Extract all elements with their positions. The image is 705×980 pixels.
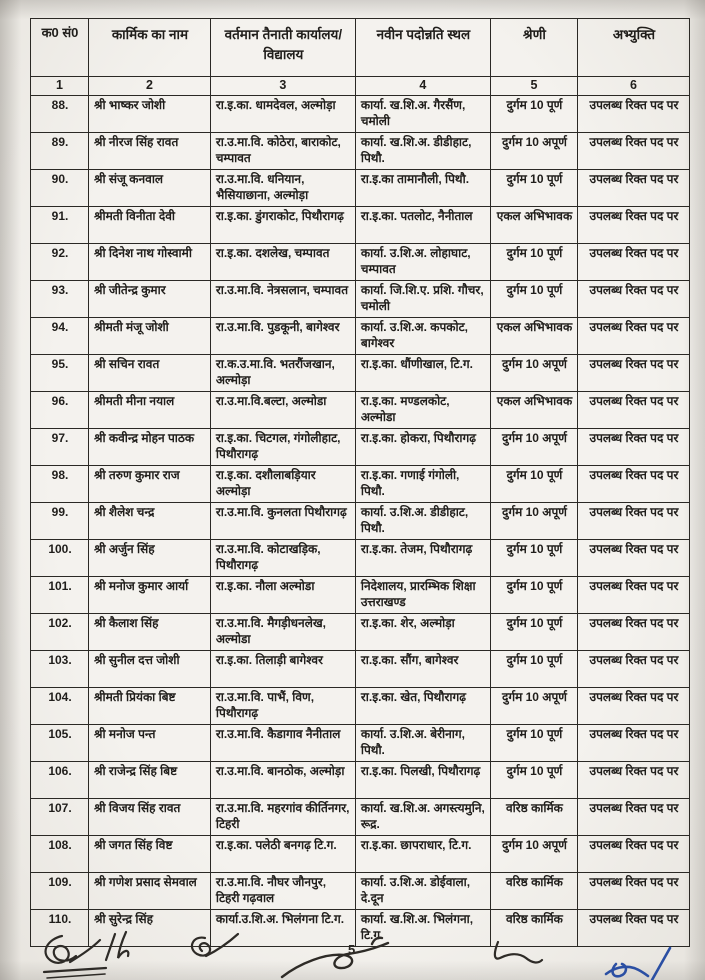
category: दुर्गम 10 पूर्ण (490, 466, 577, 503)
remark: उपलब्ध रिक्त पद पर (577, 503, 689, 540)
remark: उपलब्ध रिक्त पद पर (577, 207, 689, 244)
category: दुर्गम 10 पूर्ण (490, 244, 577, 281)
serial-number: 96. (31, 392, 89, 429)
column-index: 6 (577, 77, 689, 96)
serial-number: 107. (31, 799, 89, 836)
page-number: 5 (348, 942, 356, 957)
category: दुर्गम 10 अपूर्ण (490, 429, 577, 466)
column-index: 1 (31, 77, 89, 96)
employee-name: श्री भाष्कर जोशी (88, 96, 210, 133)
promotion-location: रा.इ.का. छापराधार, टि.ग. (355, 836, 490, 873)
table-row (31, 725, 690, 762)
remark: उपलब्ध रिक्त पद पर (577, 725, 689, 762)
employee-name: श्री कवीन्द्र मोहन पाठक (88, 429, 210, 466)
category: दुर्गम 10 पूर्ण (490, 762, 577, 799)
table-row (31, 836, 690, 873)
category: एकल अभिभावक (490, 207, 577, 244)
column-header: कार्मिक का नाम (88, 19, 210, 77)
table-row (31, 614, 690, 651)
serial-number: 98. (31, 466, 89, 503)
employee-name: श्री मनोज पन्त (88, 725, 210, 762)
current-posting: रा.उ.मा.वि. कुनलता पिथौरागढ़ (210, 503, 355, 540)
table-row (31, 873, 690, 910)
category: दुर्गम 10 अपूर्ण (490, 688, 577, 725)
serial-number: 88. (31, 96, 89, 133)
serial-number: 103. (31, 651, 89, 688)
current-posting: रा.इ.का. दशलेख, चम्पावत (210, 244, 355, 281)
employee-name: श्री नीरज सिंह रावत (88, 133, 210, 170)
serial-number: 105. (31, 725, 89, 762)
serial-number: 92. (31, 244, 89, 281)
remark: उपलब्ध रिक्त पद पर (577, 688, 689, 725)
table-row (31, 318, 690, 355)
remark: उपलब्ध रिक्त पद पर (577, 392, 689, 429)
promotion-location: रा.इ.का तामानौली, पिथौ. (355, 170, 490, 207)
promotion-location: रा.इ.का. मण्डलकोट, अल्मोडा (355, 392, 490, 429)
current-posting: रा.उ.मा.वि. पाभैं, विण, पिथौरागढ़ (210, 688, 355, 725)
category: दुर्गम 10 पूर्ण (490, 577, 577, 614)
promotion-location: कार्या. जि.शि.ए. प्रशि. गौचर, चमोली (355, 281, 490, 318)
promotion-location: रा.इ.का. तेजम, पिथौरागढ़ (355, 540, 490, 577)
employee-name: श्री अर्जुन सिंह (88, 540, 210, 577)
remark: उपलब्ध रिक्त पद पर (577, 651, 689, 688)
remark: उपलब्ध रिक्त पद पर (577, 281, 689, 318)
table-row (31, 96, 690, 133)
category: दुर्गम 10 पूर्ण (490, 725, 577, 762)
table-body (31, 96, 690, 947)
category: दुर्गम 10 पूर्ण (490, 96, 577, 133)
table-row (31, 577, 690, 614)
table-row (31, 503, 690, 540)
category: दुर्गम 10 पूर्ण (490, 281, 577, 318)
promotion-location: रा.इ.का. पिलखी, पिथौरागढ़ (355, 762, 490, 799)
category: दुर्गम 10 पूर्ण (490, 540, 577, 577)
current-posting: रा.इ.का. पलेठी बनगढ़ टि.ग. (210, 836, 355, 873)
column-header: वर्तमान तैनाती कार्यालय/ विद्यालय (210, 19, 355, 77)
employee-name: श्री सचिन रावत (88, 355, 210, 392)
column-header: नवीन पदोन्नति स्थल (355, 19, 490, 77)
column-index: 5 (490, 77, 577, 96)
employee-name: श्री जीतेन्द्र कुमार (88, 281, 210, 318)
remark: उपलब्ध रिक्त पद पर (577, 762, 689, 799)
remark: उपलब्ध रिक्त पद पर (577, 614, 689, 651)
table-row (31, 392, 690, 429)
current-posting: रा.क.उ.मा.वि. भतरौंजखान, अल्मोड़ा (210, 355, 355, 392)
table-row (31, 762, 690, 799)
promotion-location: रा.इ.का. गणाई गंगोली, पिथौ. (355, 466, 490, 503)
employee-name: श्री सुनील दत्त जोशी (88, 651, 210, 688)
employee-name: श्री तरुण कुमार राज (88, 466, 210, 503)
current-posting: रा.उ.मा.वि. नेत्रसलान, चम्पावत (210, 281, 355, 318)
current-posting: रा.उ.मा.वि. कैडागाव नैनीताल (210, 725, 355, 762)
promotion-location: कार्या. ख.शि.अ. डीडीहाट, पिथौ. (355, 133, 490, 170)
promotion-location: कार्या. ख.शि.अ. अगस्त्यमुनि, रूद्र. (355, 799, 490, 836)
table-row (31, 540, 690, 577)
promotion-location: कार्या. उ.शि.अ. लोहाघाट, चम्पावत (355, 244, 490, 281)
remark: उपलब्ध रिक्त पद पर (577, 96, 689, 133)
serial-number: 95. (31, 355, 89, 392)
employee-name: श्रीमती प्रियंका बिष्ट (88, 688, 210, 725)
employee-name: श्रीमती मीना नयाल (88, 392, 210, 429)
remark: उपलब्ध रिक्त पद पर (577, 577, 689, 614)
category: दुर्गम 10 पूर्ण (490, 651, 577, 688)
promotion-location: रा.इ.का. खेत, पिथौरागढ़ (355, 688, 490, 725)
remark: उपलब्ध रिक्त पद पर (577, 355, 689, 392)
category: एकल अभिभावक (490, 392, 577, 429)
column-index: 2 (88, 77, 210, 96)
promotion-location: रा.इ.का. धौंणीखाल, टि.ग. (355, 355, 490, 392)
current-posting: रा.इ.का. नौला अल्मोडा (210, 577, 355, 614)
table-row (31, 207, 690, 244)
current-posting: रा.उ.मा.वि. कोटाखड़िक, पिथौरागढ़ (210, 540, 355, 577)
promotion-location: कार्या. ख.शि.अ. गैरसैंण, चमोली (355, 96, 490, 133)
current-posting: रा.उ.मा.वि.बल्टा, अल्मोडा (210, 392, 355, 429)
serial-number: 99. (31, 503, 89, 540)
promotion-location: कार्या. उ.शि.अ. डोईवाला, दे.दून (355, 873, 490, 910)
category: दुर्गम 10 अपूर्ण (490, 503, 577, 540)
category: वरिष्ठ कार्मिक (490, 910, 577, 947)
table-row (31, 429, 690, 466)
column-index-row (31, 77, 690, 96)
current-posting: रा.इ.का. धामदेवल, अल्मोड़ा (210, 96, 355, 133)
promotion-location: रा.इ.का. होकरा, पिथौरागढ़ (355, 429, 490, 466)
serial-number: 110. (31, 910, 89, 947)
current-posting: रा.उ.मा.वि. महरगांव कीर्तिनगर, टिहरी (210, 799, 355, 836)
employee-name: श्री शैलेश चन्द्र (88, 503, 210, 540)
employee-name: श्री विजय सिंह रावत (88, 799, 210, 836)
category: दुर्गम 10 पूर्ण (490, 614, 577, 651)
current-posting: कार्या.उ.शि.अ. भिलंगना टि.ग. (210, 910, 355, 947)
header-row (31, 19, 690, 77)
current-posting: रा.इ.का. तिलाड़ी बागेश्वर (210, 651, 355, 688)
column-header: क0 सं0 (31, 19, 89, 77)
table-row (31, 281, 690, 318)
remark: उपलब्ध रिक्त पद पर (577, 873, 689, 910)
remark: उपलब्ध रिक्त पद पर (577, 910, 689, 947)
category: दुर्गम 10 अपूर्ण (490, 133, 577, 170)
serial-number: 94. (31, 318, 89, 355)
remark: उपलब्ध रिक्त पद पर (577, 133, 689, 170)
column-header: अभ्युक्ति (577, 19, 689, 77)
employee-name: श्रीमती विनीता देवी (88, 207, 210, 244)
table-row (31, 651, 690, 688)
serial-number: 104. (31, 688, 89, 725)
column-index: 4 (355, 77, 490, 96)
current-posting: रा.उ.मा.वि. पुडकूनी, बागेश्वर (210, 318, 355, 355)
employee-name: श्री राजेन्द्र सिंह बिष्ट (88, 762, 210, 799)
column-index: 3 (210, 77, 355, 96)
current-posting: रा.इ.का. दशौलाबड़ियार अल्मोड़ा (210, 466, 355, 503)
promotion-location: रा.इ.का. सौंग, बागेश्वर (355, 651, 490, 688)
category: दुर्गम 10 अपूर्ण (490, 355, 577, 392)
current-posting: रा.इ.का. डुंगराकोट, पिथौरागढ़ (210, 207, 355, 244)
promotion-location: कार्या. उ.शि.अ. डीडीहाट, पिथौ. (355, 503, 490, 540)
promotion-location: रा.इ.का. पतलोट, नैनीताल (355, 207, 490, 244)
table-row (31, 133, 690, 170)
serial-number: 102. (31, 614, 89, 651)
table-row (31, 799, 690, 836)
table-row (31, 170, 690, 207)
table-row (31, 688, 690, 725)
current-posting: रा.उ.मा.वि. बानठोक, अल्मोड़ा (210, 762, 355, 799)
remark: उपलब्ध रिक्त पद पर (577, 429, 689, 466)
serial-number: 106. (31, 762, 89, 799)
remark: उपलब्ध रिक्त पद पर (577, 540, 689, 577)
remark: उपलब्ध रिक्त पद पर (577, 466, 689, 503)
employee-name: श्री गणेश प्रसाद सेमवाल (88, 873, 210, 910)
remark: उपलब्ध रिक्त पद पर (577, 318, 689, 355)
serial-number: 101. (31, 577, 89, 614)
serial-number: 97. (31, 429, 89, 466)
current-posting: रा.उ.मा.वि. नौघर जौनपुर, टिहरी गढ़वाल (210, 873, 355, 910)
serial-number: 90. (31, 170, 89, 207)
current-posting: रा.उ.मा.वि. मैगड़ीधनलेख, अल्मोडा (210, 614, 355, 651)
table-row (31, 910, 690, 947)
category: दुर्गम 10 पूर्ण (490, 170, 577, 207)
promotion-location: कार्या. ख.शि.अ. भिलंगना, टि.ग. (355, 910, 490, 947)
remark: उपलब्ध रिक्त पद पर (577, 799, 689, 836)
promotion-location: रा.इ.का. शेर, अल्मोड़ा (355, 614, 490, 651)
employee-name: श्रीमती मंजू जोशी (88, 318, 210, 355)
remark: उपलब्ध रिक्त पद पर (577, 170, 689, 207)
promotion-location: कार्या. उ.शि.अ. बेरीनाग, पिथौ. (355, 725, 490, 762)
current-posting: रा.उ.मा.वि. धनियान, भैसियाछाना, अल्मोड़ा (210, 170, 355, 207)
serial-number: 91. (31, 207, 89, 244)
serial-number: 108. (31, 836, 89, 873)
table-row (31, 244, 690, 281)
employee-name: श्री दिनेश नाथ गोस्वामी (88, 244, 210, 281)
current-posting: रा.उ.मा.वि. कोठेरा, बाराकोट, चम्पावत (210, 133, 355, 170)
category: वरिष्ठ कार्मिक (490, 799, 577, 836)
promotion-location: निदेशालय, प्रारम्भिक शिक्षा उत्तराखण्ड (355, 577, 490, 614)
employee-name: श्री संजू कनवाल (88, 170, 210, 207)
serial-number: 93. (31, 281, 89, 318)
employee-name: श्री जगत सिंह विष्ट (88, 836, 210, 873)
serial-number: 100. (31, 540, 89, 577)
promotion-location: कार्या. उ.शि.अ. कपकोट, बागेश्वर (355, 318, 490, 355)
category: वरिष्ठ कार्मिक (490, 873, 577, 910)
employee-name: श्री कैलाश सिंह (88, 614, 210, 651)
category: दुर्गम 10 अपूर्ण (490, 836, 577, 873)
employee-name: श्री मनोज कुमार आर्या (88, 577, 210, 614)
table-header (31, 19, 690, 96)
column-header: श्रेणी (490, 19, 577, 77)
signature-scribble-blue-right (606, 948, 670, 980)
serial-number: 109. (31, 873, 89, 910)
serial-number: 89. (31, 133, 89, 170)
table-row (31, 355, 690, 392)
remark: उपलब्ध रिक्त पद पर (577, 244, 689, 281)
category: एकल अभिभावक (490, 318, 577, 355)
table-row (31, 466, 690, 503)
current-posting: रा.इ.का. चिटगल, गंगोलीहाट, पिथौरागढ़ (210, 429, 355, 466)
employee-name: श्री सुरेन्द्र सिंह (88, 910, 210, 947)
promotion-table (30, 18, 690, 947)
remark: उपलब्ध रिक्त पद पर (577, 836, 689, 873)
